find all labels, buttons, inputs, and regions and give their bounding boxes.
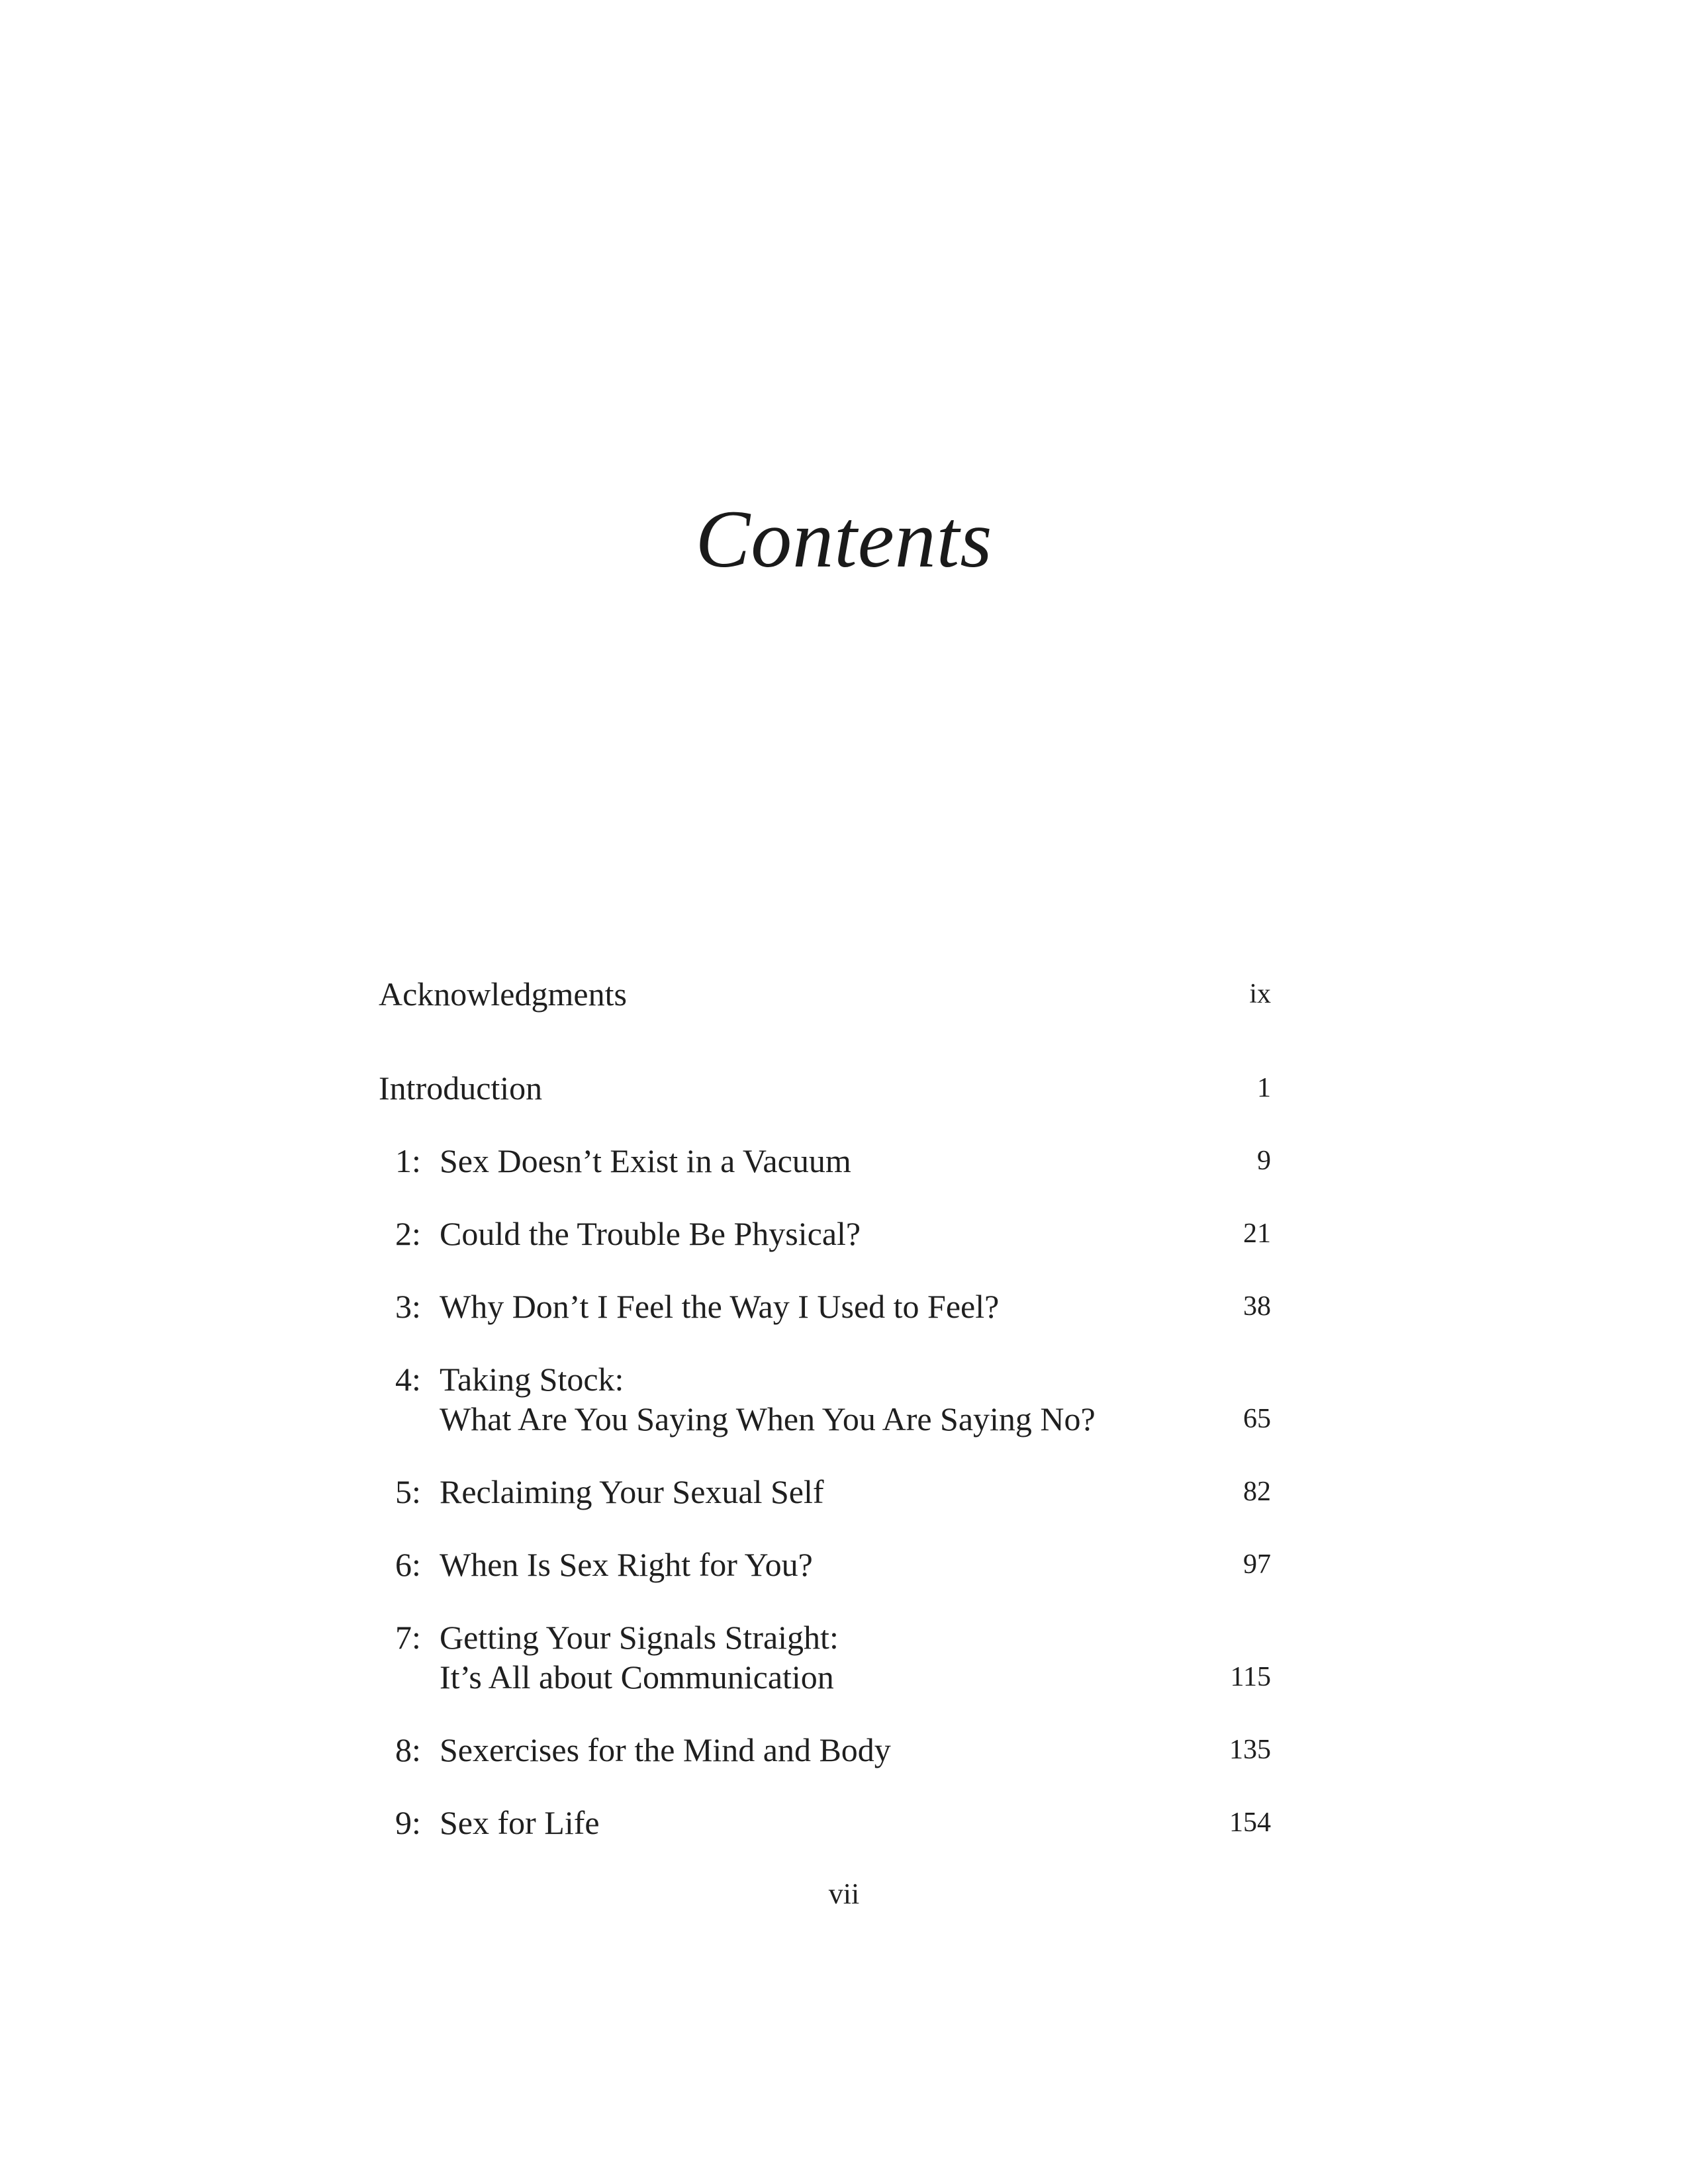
toc-entry-label-line-1: Taking Stock:: [440, 1361, 624, 1398]
toc-entry-number: 8:: [395, 1731, 421, 1768]
toc-entry-number: 4:: [395, 1361, 421, 1398]
toc-entry-label-line-2: It’s All about Communication: [440, 1659, 834, 1696]
toc-entry-label: Introduction: [379, 1069, 543, 1107]
toc-entry-label: Reclaiming Your Sexual Self: [440, 1473, 824, 1510]
toc-entry-label-line-1: Getting Your Signals Straight:: [440, 1619, 839, 1656]
toc-entry-label: Sex Doesn’t Exist in a Vacuum: [440, 1142, 851, 1179]
toc-entry-number: 7:: [395, 1619, 421, 1656]
toc-entry-page: 65: [1243, 1404, 1271, 1434]
toc-entry-number: 3:: [395, 1288, 421, 1325]
toc-entry-label: Sexercises for the Mind and Body: [440, 1731, 891, 1768]
toc-entry-page: 9: [1257, 1146, 1271, 1176]
toc-entry-label-line-2: What Are You Saying When You Are Saying No?: [440, 1400, 1096, 1437]
toc-entry-number: 9:: [395, 1804, 421, 1841]
toc-entry-label: Acknowledgments: [379, 976, 627, 1013]
toc-entry-page: 38: [1243, 1291, 1271, 1322]
toc-entry-page: 82: [1243, 1477, 1271, 1507]
page-number-folio: vii: [828, 1878, 860, 1910]
toc-entry-page: 1: [1257, 1073, 1271, 1103]
toc-entry-number: 2:: [395, 1215, 421, 1252]
page-title: Contents: [695, 494, 993, 584]
toc-entry-number: 5:: [395, 1473, 421, 1510]
toc-entry-number: 6:: [395, 1546, 421, 1583]
toc-entry-page: 154: [1229, 1807, 1271, 1838]
toc-entry-label: Sex for Life: [440, 1804, 600, 1841]
toc-entry-page: ix: [1249, 979, 1271, 1009]
toc-entry-label: [440, 1617, 839, 1697]
toc-entry-page: 21: [1243, 1218, 1271, 1249]
toc-entry-page: 115: [1230, 1662, 1271, 1692]
toc-entry-page: 97: [1243, 1549, 1271, 1580]
toc-entry-page: 135: [1229, 1735, 1271, 1765]
toc-entry-number: 1:: [395, 1142, 421, 1179]
toc-entry-label: [440, 1359, 1096, 1439]
toc-entry-label: Why Don’t I Feel the Way I Used to Feel?: [440, 1288, 1000, 1325]
toc-entry-label: When Is Sex Right for You?: [440, 1546, 813, 1583]
toc-entry-label: Could the Trouble Be Physical?: [440, 1215, 861, 1252]
